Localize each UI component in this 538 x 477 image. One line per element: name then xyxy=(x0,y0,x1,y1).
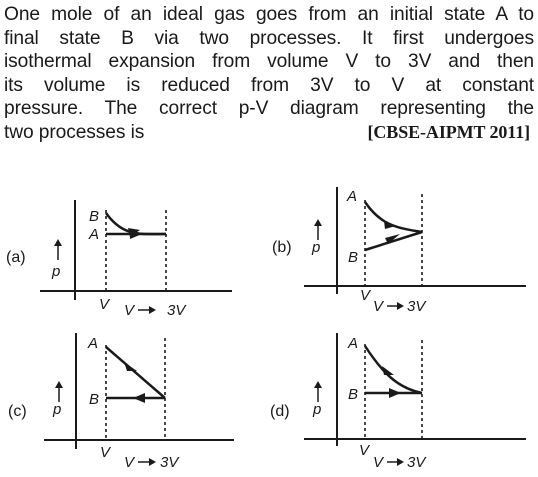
return-line xyxy=(365,232,422,250)
x-tick-v: V xyxy=(359,442,370,459)
option-c-label: (c) xyxy=(8,403,27,420)
x-axis-arrow-icon xyxy=(149,458,156,466)
x-tick-v: V xyxy=(99,296,110,313)
point-lower-label: B xyxy=(89,391,100,408)
option-a-diagram[interactable] xyxy=(0,196,260,326)
isothermal-curve xyxy=(365,346,422,393)
x-label-3v: 3V xyxy=(407,298,426,315)
x-tick-v: V xyxy=(360,287,371,304)
point-upper-label: A xyxy=(88,335,99,352)
straight-line-process xyxy=(106,347,165,398)
y-axis-label: p xyxy=(313,401,322,418)
arrow-icon xyxy=(382,366,394,375)
x-label-3v: 3V xyxy=(407,454,426,471)
arrow-icon xyxy=(389,388,401,398)
question-line-6: two processes is xyxy=(4,121,145,143)
x-label-v: V xyxy=(373,298,384,315)
question-line-3: isothermal expansion from volume V to 3V and then xyxy=(4,51,534,73)
question-text xyxy=(4,3,534,145)
question-line-4: its volume is reduced from 3V to V at constant xyxy=(4,74,534,96)
exam-source: [CBSE-AIPMT 2011] xyxy=(367,122,530,142)
y-axis-arrow-icon xyxy=(54,239,62,246)
x-label-v: V xyxy=(124,454,135,471)
point-upper-label: B xyxy=(89,208,100,225)
point-upper-label: A xyxy=(348,335,359,352)
x-label-v: V xyxy=(373,454,384,471)
arrow-icon xyxy=(124,362,137,371)
point-upper-label: A xyxy=(347,188,358,205)
x-label-v: V xyxy=(124,302,135,319)
point-lower-label: B xyxy=(348,386,359,403)
question-line-2: final state B via two processes. It first undergoes xyxy=(4,27,534,49)
point-lower-label: A xyxy=(89,226,100,243)
x-axis-arrow-icon xyxy=(397,458,404,466)
arrow-icon xyxy=(133,393,145,403)
isothermal-curve xyxy=(365,202,422,232)
y-axis-label: p xyxy=(52,263,61,280)
option-d-diagram[interactable] xyxy=(264,330,534,475)
x-label-3v: 3V xyxy=(160,454,179,471)
option-a-label: (a) xyxy=(6,249,26,266)
point-lower-label: B xyxy=(348,249,359,266)
option-d-label: (d) xyxy=(270,403,290,420)
question-line-1: One mole of an ideal gas goes from an initial state A to xyxy=(4,4,534,25)
y-axis-arrow-icon xyxy=(314,219,322,226)
y-axis-arrow-icon xyxy=(314,381,322,388)
y-axis-label: p xyxy=(312,239,321,256)
option-c-diagram[interactable] xyxy=(0,330,260,475)
x-axis-arrow-icon xyxy=(397,302,404,310)
y-axis-label: p xyxy=(53,401,62,418)
option-b-label: (b) xyxy=(272,239,292,256)
x-tick-v: V xyxy=(100,444,111,461)
option-b-diagram[interactable] xyxy=(264,186,534,326)
y-axis-arrow-icon xyxy=(55,381,63,388)
x-label-3v: 3V xyxy=(167,302,186,319)
question-line-5: pressure. The correct p-V diagram representing the xyxy=(4,98,534,120)
x-axis-arrow-icon xyxy=(149,306,156,314)
